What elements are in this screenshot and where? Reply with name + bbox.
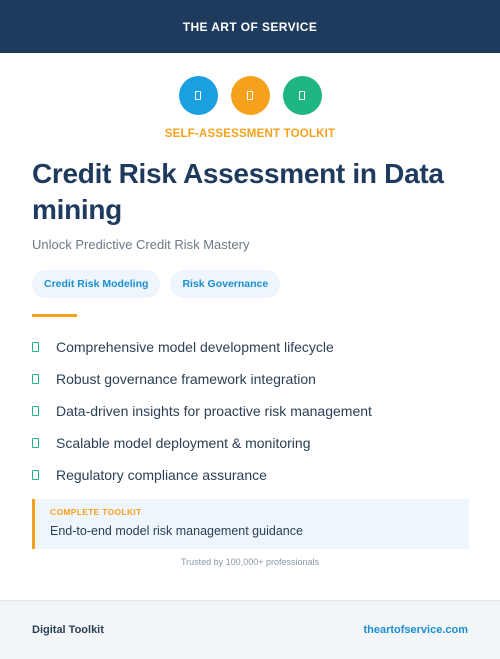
check-icon: [32, 342, 39, 352]
blue-badge-icon: [179, 76, 218, 115]
feature-list: [32, 331, 372, 491]
accent-divider: [32, 314, 77, 317]
kicker-label: SELF-ASSESSMENT TOOLKIT: [164, 128, 336, 140]
check-icon: [32, 374, 39, 384]
list-item: Data-driven insights for proactive risk management: [32, 395, 372, 427]
list-item: Comprehensive model development lifecycle: [32, 331, 372, 363]
callout-text: End-to-end model risk management guidance: [50, 524, 303, 538]
list-item: Robust governance framework integration: [32, 363, 372, 395]
trusted-note: Trusted by 100,000+ professionals: [180, 557, 319, 567]
orange-badge-icon: [231, 76, 270, 115]
document-icon: [247, 91, 253, 100]
toolkit-callout: [32, 499, 469, 549]
subtitle: Unlock Predictive Credit Risk Mastery: [32, 237, 250, 252]
document-icon: [195, 91, 201, 100]
page-title: Credit Risk Assessment in Data mining: [32, 158, 444, 225]
tag-list: [32, 270, 280, 298]
top-banner: [0, 0, 500, 53]
list-item: Scalable model deployment & monitoring: [32, 427, 372, 459]
icon-row: [0, 76, 500, 115]
document-icon: [299, 91, 305, 100]
footer-label: Digital Toolkit: [32, 624, 104, 636]
check-icon: [32, 438, 39, 448]
brand-name: THE ART OF SERVICE: [182, 19, 318, 34]
footer: [0, 600, 500, 659]
check-icon: [32, 406, 39, 416]
check-icon: [32, 470, 39, 480]
tag-risk-governance: Risk Governance: [170, 270, 280, 298]
callout-label: COMPLETE TOOLKIT: [50, 507, 142, 517]
green-badge-icon: [283, 76, 322, 115]
footer-website-link[interactable]: theartofservice.com: [363, 624, 468, 636]
tag-credit-risk-modeling: Credit Risk Modeling: [32, 270, 160, 298]
list-item: Regulatory compliance assurance: [32, 459, 372, 491]
